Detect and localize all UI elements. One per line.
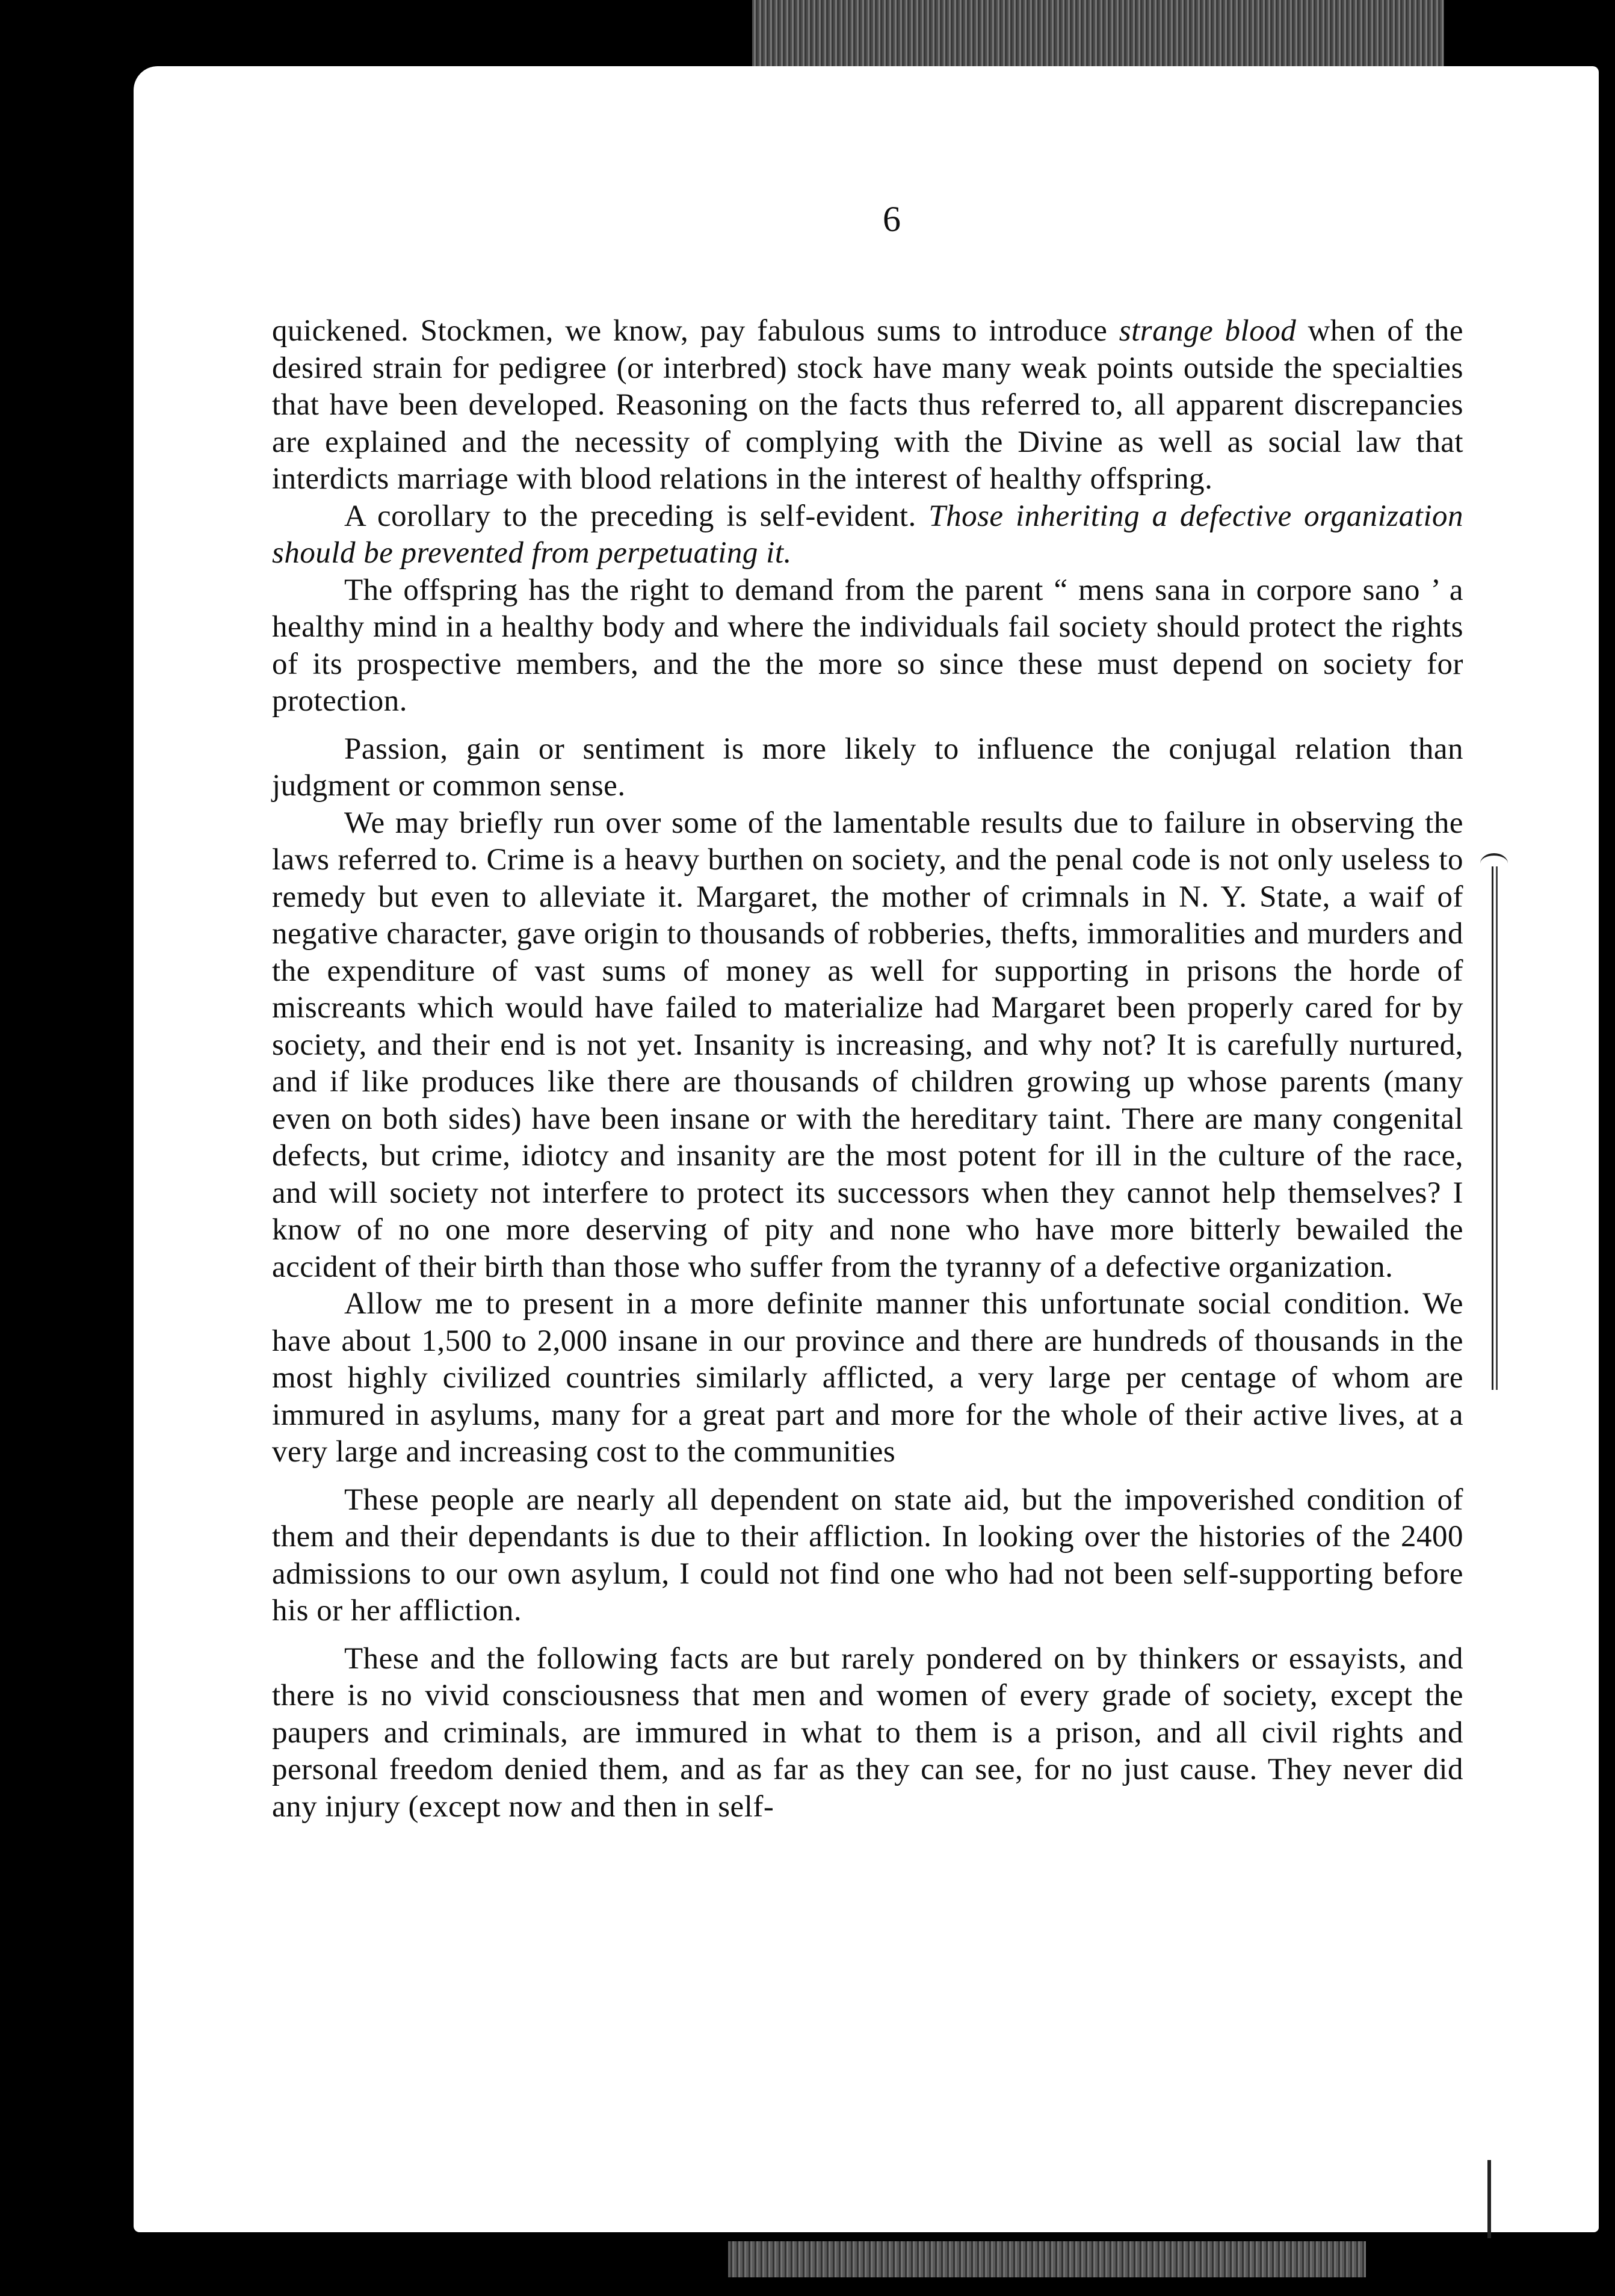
paragraph [272, 1482, 1463, 1630]
page-number: 6 [883, 199, 901, 239]
scan-edge-bottom [728, 2241, 1366, 2277]
italic-text-run: Those inheriting a defective organization should be prevented from perpetuating it. [272, 499, 1463, 570]
paragraph [272, 498, 1463, 572]
italic-text-run: strange blood [1119, 314, 1297, 348]
paragraph [272, 1286, 1463, 1471]
paragraph [272, 1641, 1463, 1826]
text-run: These people are nearly all dependent on state aid, but the impoverished condition of them and their dependants is due to their affliction. In looking over the histories of the 2400 admissions to our own asylum, I could not find one who had not been self-supporting before his or her affliction. [272, 1483, 1463, 1628]
paragraph [272, 805, 1463, 1286]
text-run: A corollary to the preceding is self-evident. [344, 499, 929, 533]
page-edge-mark [1487, 2160, 1491, 2238]
text-run: Allow me to present in a more definite manner this unfortunate social condition. We have about 1,500 to 2,000 insane in our province and there are hundreds of thousands in the most highly civilized countries similarly afflicted, a very large per centage of whom are immured in asylums, many for a great part and more for the whole of their active lives, at a very large and increasing cost to the communities [272, 1287, 1463, 1469]
text-run: quickened. Stockmen, we know, pay fabulous sums to introduce [272, 314, 1119, 348]
document-page [134, 66, 1599, 2232]
text-run: These and the following facts are but rarely pondered on by thinkers or essayists, and there is no vivid consciousness that men and women of every grade of society, except the paupers and criminals, are immured in what to them is a prison, and all civil rights and personal freedom denied them, and as far as they can see, for no just cause. They never did any injury (except now and then in self- [272, 1641, 1463, 1824]
body-text [272, 313, 1463, 1825]
text-run: We may briefly run over some of the lamentable results due to failure in observing the laws referred to. Crime is a heavy burthen on society, and the penal code is not only useless to remedy but even to alleviate it. Margaret, the mother of crimnals in N. Y. State, a waif of negative character, gave origin to thousands of robberies, thefts, immoralities and murders and the expenditure of vast sums of money as well for supporting in prisons the horde of miscreants which would have failed to materialize had Margaret been properly cared for by society, and their end is not yet. Insanity is increasing, and why not? It is carefully nurtured, and if like produces like there are thousands of children growing up whose parents (many even on both sides) have been insane or with the hereditary taint. There are many congenital defects, but crime, idiotcy and insanity are the most potent for ill in the culture of the race, and will society not interfere to protect its successors when they cannot help themselves? I know of no one more deserving of pity and none who have more bitterly bewailed the accident of their birth than those who suffer from the tyranny of a defective organization. [272, 806, 1463, 1284]
paragraph [272, 572, 1463, 720]
margin-rule [1492, 866, 1498, 1390]
paragraph [272, 313, 1463, 498]
paragraph [272, 731, 1463, 805]
text-run: when of the desired strain for pedigree (or interbred) stock have many weak points outside the specialties that have been developed. Reasoning on the facts thus referred to, all apparent discrepancies are explained and the necessity of complying with the Divine as well as social law that interdicts marriage with blood relations in the interest of healthy offspring. [272, 314, 1463, 496]
text-run: The offspring has the right to demand from the parent “ mens sana in corpore sano ’ a healthy mind in a healthy body and where the individuals fail society should protect the rights of its prospective members, and the the more so since these must depend on society for protection. [272, 573, 1463, 718]
text-run: Passion, gain or sentiment is more likely to influence the conjugal relation than judgment or common sense. [272, 732, 1463, 803]
